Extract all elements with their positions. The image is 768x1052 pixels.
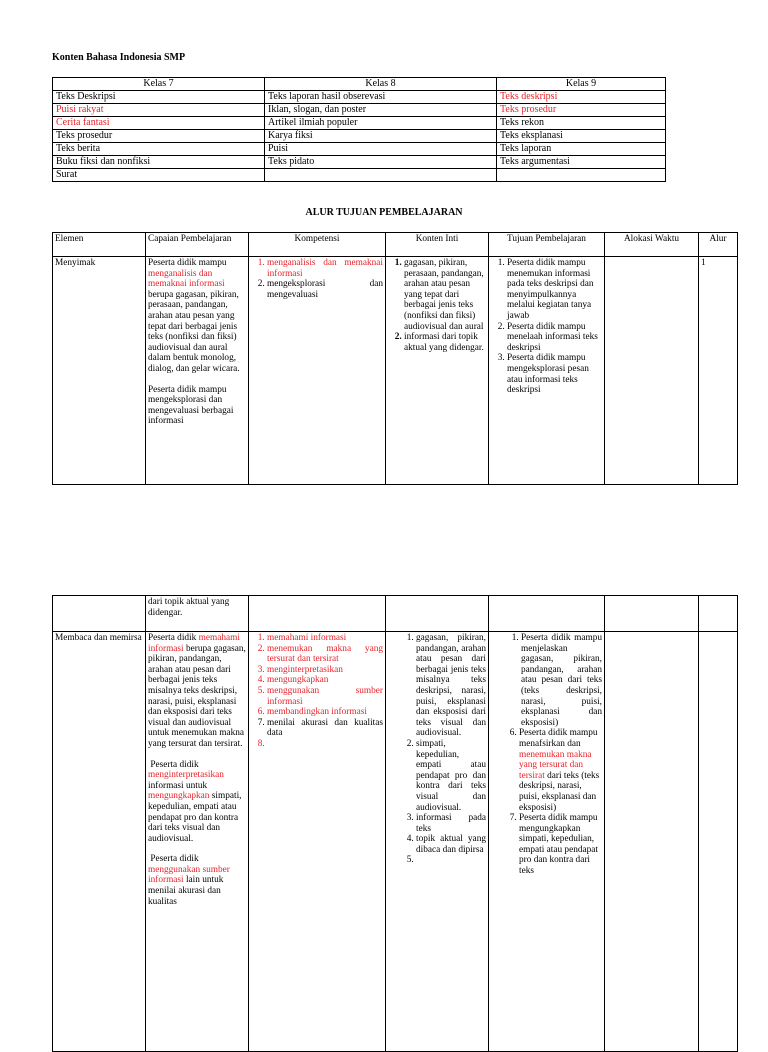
elemen-menyimak: Menyimak [53,257,146,485]
tujuan-item: 1. Peserta didik mampu menemukan informasi pada teks deskripsi dan menyimpulkannya melalui kegiatan tanya jawab [507,258,602,322]
kompetensi-membaca [249,632,386,1052]
col-tujuan: Tujuan Pembelajaran [489,233,605,257]
konten-item: 3. informasi pada teks [416,813,486,834]
kelas-cell: Teks prosedur [53,130,265,143]
header-kelas-8: Kelas 8 [265,78,497,91]
tujuan-item: 2. Peserta didik mampu menelaah informasi teks deskripsi [507,322,602,354]
kelas-cell: Teks berita [53,143,265,156]
konten-item: 2. simpati, kepedulian, empati atau pendapat pro dan kontra dari teks visual dan audiovisual. [416,739,486,813]
tujuan-item: 6. Peserta didik mampu menafsirkan dan menemukan makna yang tersurat dan tersirat dari teks (teks deskripsi, narasi, puisi, eksplanasi dan eksposisi) [519,728,602,813]
elemen-membaca: Membaca dan memirsa [53,632,146,1052]
atp-row-membaca [53,632,738,1052]
kelas-cell [265,169,497,182]
kompetensi-item: 4. mengungkapkan [267,675,383,686]
kelas-row [53,169,666,182]
header-kelas-7: Kelas 7 [53,78,265,91]
atp-header-row [53,233,738,257]
kelas-cell: Puisi rakyat [53,104,265,117]
kelas-row [53,143,666,156]
capaian-membaca: Peserta didik memahami informasi berupa gagasan, pikiran, pandangan, arahan atau pesan dari berbagai jenis teks misalnya teks deskripsi, narasi, puisi, eksplanasi dan eksposisi dari teks visual dan audiovisual untuk menemukan makna yang tersurat dan tersirat. Peserta didik menginterpretasikan informasi untuk mengungkapkan simpati, kepedulian, empati atau pendapat pro dan kontra dari teks visual dan audiovisual. Peserta didik menggunakan sumber informasi lain untuk menilai akurasi dan kualitas [146,632,249,1052]
tujuan-item: 7. Peserta didik mampu mengungkapkan simpati, kepedulian, empati atau pendapat pro dan kontra dari teks [519,813,602,877]
col-elemen: Elemen [53,233,146,257]
kelas-cell: Puisi [265,143,497,156]
kelas-row [53,117,666,130]
kelas-cell: Teks laporan [497,143,666,156]
kelas-cell: Teks pidato [265,156,497,169]
atp-row-continuation [53,596,738,632]
kelas-row [53,91,666,104]
atp-table-membaca [52,595,738,1052]
kompetensi-item: 2. mengeksplorasi dan mengevaluasi [267,279,383,300]
konten-item: 1. gagasan, pikiran, perasaan, pandangan, arahan atau pesan yang tepat dari berbagai jenis teks (nonfiksi dan fiksi) audiovisual dan aural [404,258,486,332]
alokasi-membaca [605,632,699,1052]
kelas-header-row [53,78,666,91]
konten-membaca [386,632,489,1052]
kelas-cell: Teks argumentasi [497,156,666,169]
col-alokasi: Alokasi Waktu [605,233,699,257]
kelas-cell [497,169,666,182]
tujuan-item: 1. Peserta didik mampu menjelaskan gagasan, pikiran, pandangan, arahan atau pesan dari teks (teks deskripsi, narasi, puisi, eksplanasi dan eksposisi) [521,633,602,728]
kelas-cell: Teks rekon [497,117,666,130]
kelas-cell: Buku fiksi dan nonfiksi [53,156,265,169]
kompetensi-item: 1. memahami informasi [267,633,383,644]
konten-menyimak [386,257,489,485]
kelas-cell: Teks deskripsi [497,91,666,104]
kelas-cell: Teks eksplanasi [497,130,666,143]
kelas-cell: Cerita fantasi [53,117,265,130]
tujuan-membaca [489,632,605,1052]
alokasi-menyimak [605,257,699,485]
col-alur: Alur [699,233,738,257]
kelas-row [53,156,666,169]
kompetensi-item: 5. menggunakan sumber informasi [267,686,383,707]
kelas-cell: Surat [53,169,265,182]
kelas-cell: Karya fiksi [265,130,497,143]
kompetensi-item: 6. membandingkan informasi [267,707,383,718]
kompetensi-item: 2. menemukan makna yang tersurat dan tersirat [267,644,383,665]
alur-menyimak: 1 [699,257,738,485]
capaian-continuation: dari topik aktual yang didengar. [146,596,249,632]
kelas-cell: Teks laporan hasil obserevasi [265,91,497,104]
col-capaian: Capaian Pembelajaran [146,233,249,257]
kelas-cell: Iklan, slogan, dan poster [265,104,497,117]
kompetensi-item: 1. menganalisis dan memaknai informasi [267,258,383,279]
tujuan-menyimak [489,257,605,485]
kelas-cell: Artikel ilmiah populer [265,117,497,130]
kelas-cell: Teks Deskripsi [53,91,265,104]
kelas-row [53,104,666,117]
kelas-cell: Teks prosedur [497,104,666,117]
atp-row-menyimak [53,257,738,485]
kompetensi-item: 7. menilai akurasi dan kualitas data [267,718,383,739]
kompetensi-item: 3. menginterpretasikan [267,665,383,676]
header-kelas-9: Kelas 9 [497,78,666,91]
kompetensi-item [267,739,383,750]
capaian-menyimak: Peserta didik mampu menganalisis dan memaknai informasi berupa gagasan, pikiran, perasaan, pandangan, arahan atau pesan yang tepat dari berbagai jenis teks (nonfiksi dan fiksi) audiovisual dan aural dalam bentuk monolog, dialog, dan gelar wicara. Peserta didik mampu mengeksplorasi dan mengevaluasi berbagai informasi [146,257,249,485]
alur-membaca [699,632,738,1052]
konten-item: 1. gagasan, pikiran, pandangan, arahan atau pesan dari berbagai jenis teks misalnya teks deskripsi, narasi, puisi, eksplanasi dan eksposisi dari teks visual dan audiovisual. [416,633,486,739]
document-title: Konten Bahasa Indonesia SMP [52,52,186,63]
kelas-row [53,130,666,143]
col-kompetensi: Kompetensi [249,233,386,257]
konten-item: 4. topik aktual yang dibaca dan dipirsa [416,834,486,855]
kompetensi-menyimak [249,257,386,485]
col-konten-inti: Konten Inti [386,233,489,257]
konten-item [416,855,486,866]
tujuan-item: 3. Peserta didik mampu mengeksplorasi pesan atau informasi teks deskripsi [507,353,602,395]
konten-item: 2. informasi dari topik aktual yang didengar. [404,332,486,353]
atp-table-menyimak [52,232,738,485]
atp-title: ALUR TUJUAN PEMBELAJARAN [305,207,463,218]
kelas-content-table [52,77,666,182]
